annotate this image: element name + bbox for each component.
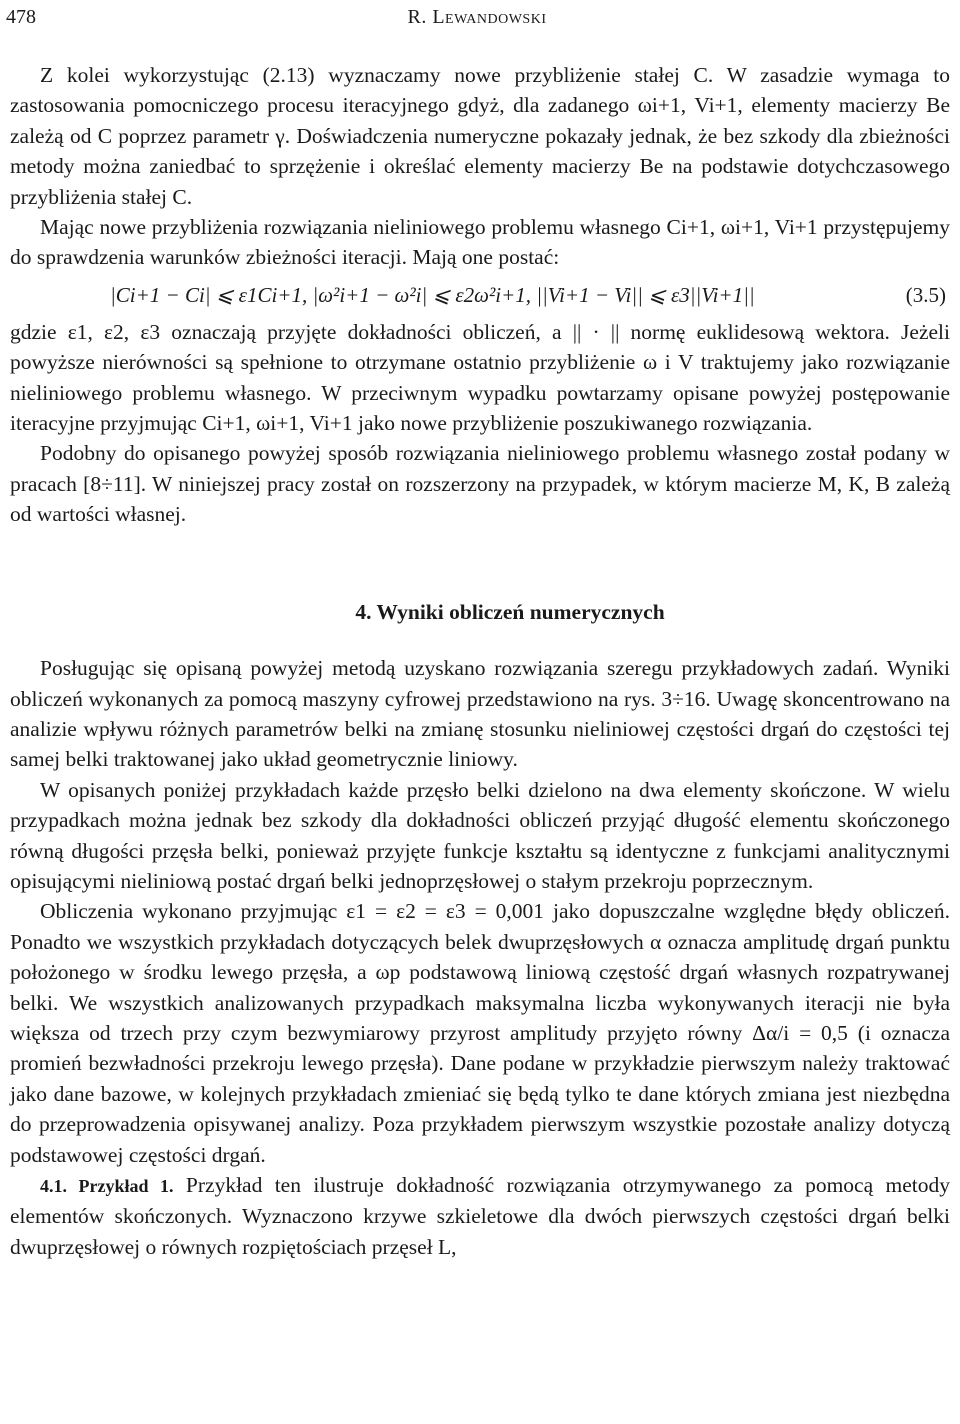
page-body — [10, 60, 950, 1262]
paragraph-8 — [10, 1170, 950, 1262]
running-head-author: R. Lewandowski — [407, 6, 547, 28]
paragraph-8-text: Przykład ten ilustruje dokładność rozwiązania otrzymywanego za pomocą metody elementów skończonych. Wyznaczono krzywe szkieletowe dla dwóch pierwszych częstości drgań belki dwuprzęsłowej o równych rozpiętościach przęseł L, — [10, 1173, 951, 1259]
paragraph-3: gdzie ε1, ε2, ε3 oznaczają przyjęte dokładności obliczeń, a || · || normę euklidesową wektora. Jeżeli powyższe nierówności są spełnione to otrzymane ostatnio przybliżenie ω i V traktujemy jako rozwiązanie nieliniowego problemu własnego. W przeciwnym wypadku powtarzamy opisane powyżej postępowanie iteracyjne przyjmując Ci+1, ωi+1, Vi+1 jako nowe przybliżenie poszukiwanego rozwiązania. — [10, 319, 950, 436]
equation-number: (3.5) — [905, 282, 946, 307]
paragraph-2: Mając nowe przybliżenia rozwiązania nieliniowego problemu własnego Ci+1, ωi+1, Vi+1 przystępujemy do sprawdzenia warunków zbieżności iteracji. Mają one postać: — [10, 215, 950, 270]
paragraph-5: Posługując się opisaną powyżej metodą uzyskano rozwiązania szeregu przykładowych zadań. Wyniki obliczeń wykonanych za pomocą maszyny cyfrowej przedstawiono na rys. 3÷16. Uwagę skoncentrowano na analizie wpływu różnych parametrów belki na zmianę stosunku nieliniowej częstości drgań do częstości tej samej belki traktowanej jako układ geometrycznie liniowy. — [10, 656, 950, 772]
equation-body: |Ci+1 − Ci| ⩽ ε1Ci+1, |ω²i+1 − ω²i| ⩽ ε2ω²i+1, ||Vi+1 − Vi|| ⩽ ε3||Vi+1|| — [110, 282, 755, 307]
page-header — [6, 6, 948, 36]
subsection-title: 4.1. Przykład 1. — [40, 1176, 174, 1196]
paragraph-1: Z kolei wykorzystując (2.13) wyznaczamy nowe przybliżenie stałej C. W zasadzie wymaga to zastosowania pomocniczego procesu iteracyjnego gdyż, dla zadanego ωi+1, Vi+1, elementy macierzy Be zależą od C poprzez parametr γ. Doświadczenia numeryczne pokazały jednak, że bez szkody dla zbieżności metody można zaniedbać to sprzężenie i określać elementy macierzy Be na podstawie dotychczasowego przybliżenia stałej C. — [10, 63, 950, 209]
page-number: 478 — [6, 6, 36, 28]
paragraph-6: W opisanych poniżej przykładach każde przęsło belki dzielono na dwa elementy skończone. W wielu przypadkach można jednak bez szkody dla dokładności obliczeń przyjąć długość elementu skończonego równą długości przęsła belki, ponieważ przyjęte funkcje kształtu są identyczne z funkcjami analitycznymi opisującymi nieliniową postać drgań belki jednoprzęsłowej o stałym przekroju poprzecznym. — [10, 777, 950, 893]
paragraph-4: Podobny do opisanego powyżej sposób rozwiązania nieliniowego problemu własnego został podany w pracach [8÷11]. W niniejszej pracy został on rozszerzony na przypadek, w którym macierze M, K, B zależą od wartości własnej. — [10, 441, 950, 527]
running-head — [6, 6, 948, 29]
equation-3-5 — [10, 273, 950, 317]
section-spacer — [10, 530, 950, 573]
section-heading: 4. Wyniki obliczeń numerycznych — [355, 599, 665, 624]
paragraph-7: Obliczenia wykonano przyjmując ε1 = ε2 = ε3 = 0,001 jako dopuszczalne względne błędy obliczeń. Ponadto we wszystkich przykładach dotyczących belek dwuprzęsłowych α oznacza amplitudę drgań punktu położonego w środku lewego przęsła, a ωp podstawową liniową częstość drgań własnych rozpatrywanej belki. We wszystkich analizowanych przypadkach maksymalna liczba wykonywanych iteracji nie była większa od trzech przy czym bezwymiarowy przyrost amplitudy przyjęto równy Δα/i = 0,5 (i oznacza promień bezwładności przekroju lewego przęsła). Dane podane w przykładzie pierwszym należy traktować jako dane bazowe, w kolejnych przykładach zmieniać się będą tylko te dane których zmiana jest niezbędna do przeprowadzenia opisywanej analizy. Poza przykładem pierwszym wszystkie pozostałe analizy dotyczą podstawowej częstości drgań. — [10, 899, 950, 1167]
